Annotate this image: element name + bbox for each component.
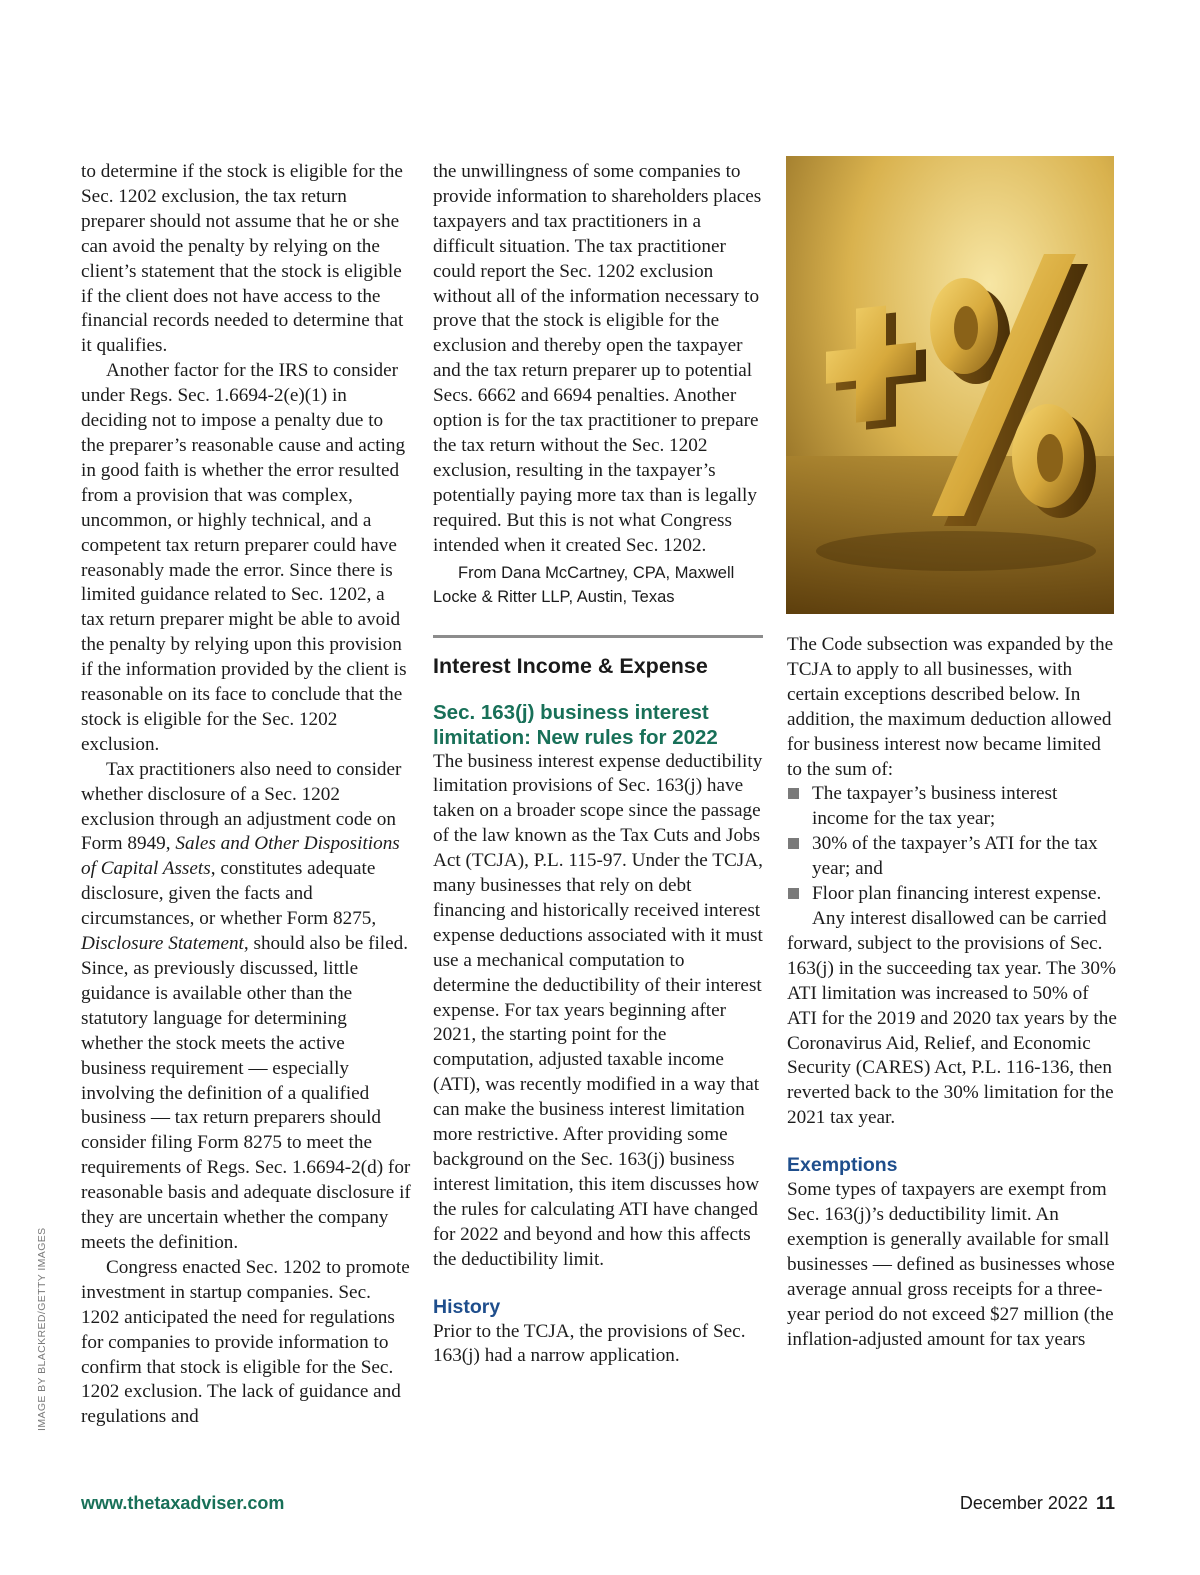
limitation-list xyxy=(787,782,1117,907)
column-3 xyxy=(787,633,1117,1352)
col3-paragraph-2: Any interest disallowed can be carried forward, subject to the provisions of Sec. 163(j) in the succeeding tax year. The 30% ATI limitation was increased to 50% of ATI for the 2019 and 2020 tax years by the Coronavirus Aid, Relief, and Economic Security (CARES) Act, P.L. 116-136, then reverted back to the 30% limitation for the 2021 tax year. xyxy=(787,907,1117,1129)
col1-paragraph-2: Another factor for the IRS to consider under Regs. Sec. 1.6694-2(e)(1) in deciding not to impose a penalty due to the preparer’s reasonable cause and acting in good faith is whether the error resulted from a provision that was complex, uncommon, or highly technical, and a competent tax return preparer could have reasonably made the error. Since there is limited guidance related to Sec. 1202, a tax return preparer might be able to avoid the penalty by relying upon this provision if the information provided by the client is reasonable on its face to conclude that the stock is eligible for the Sec. 1202 exclusion. xyxy=(81,360,407,755)
col1-p3-text-e: , should also be filed. Since, as previously discussed, little guidance is available other than the statutory language for determining whether the stock meets the active business requirement — especially involving the definition of a qualified business — tax return preparers should consider filing Form 8275 to meet the requirements of Regs. Sec. 1.6694-2(d) for reasonable basis and adequate disclosure if they are uncertain whether the company meets the definition. xyxy=(81,933,411,1253)
col1-paragraph-1: to determine if the stock is eligible for the Sec. 1202 exclusion, the tax return preparer should not assume that he or she can avoid the penalty by relying on the client’s statement that the stock is eligible if the client does not have access to the financial records needed to determine that it qualifies. xyxy=(81,161,404,357)
section-divider xyxy=(433,635,763,638)
plus-percent-photo xyxy=(786,156,1114,614)
col1-paragraph-4: Congress enacted Sec. 1202 to promote investment in startup companies. Sec. 1202 anticipated the need for regulations for companies to provide information to confirm that stock is eligible for the Sec. 1202 exclusion. The lack of guidance and regulations and xyxy=(81,1256,410,1428)
col1-p3-text-c: , constitutes adequate disclosure, given the facts and circumstances, or whether Form 8275, xyxy=(81,858,377,930)
col2-paragraph-1: the unwillingness of some companies to provide information to shareholders places taxpayers and tax practitioners in a difficult situation. The tax practitioner could report the Sec. 1202 exclusion without all of the information necessary to prove that the stock is eligible for the exclusion and thereby open the taxpayer and the tax return preparer up to potential Secs. 6662 and 6694 penalties. Another option is for the tax practitioner to prepare the tax return without the Sec. 1202 exclusion, resulting in the taxpayer’s potentially paying more tax than is legally required. But this is not what Congress intended when it created Sec. 1202. xyxy=(433,161,762,556)
issue-date: December 2022 xyxy=(959,1493,1088,1513)
list-item: The taxpayer’s business interest income for the tax year; xyxy=(787,782,1117,832)
col1-p3-text-a: Tax practitioners also need to consider whether disclosure of a Sec. 1202 exclusion through an adjustment code on Form 8949, xyxy=(81,758,402,855)
col2-paragraph-2: The business interest expense deductibility limitation provisions of Sec. 163(j) have taken on a broader scope since the passage of the law known as the Tax Cuts and Jobs Act (TCJA), P.L. 115-97. Under the TCJA, many businesses that rely on debt financing and historically received interest expense deductions associated with it must use a mechanical computation to determine the deductibility of their interest expense. For tax years beginning after 2021, the starting point for the computation, adjusted taxable income (ATI), was recently modified in a way that can make the business interest limitation more restrictive. After providing some background on the Sec. 163(j) business interest limitation, this item discusses how the rules for calculating ATI have changed for 2022 and beyond and how this affects the deductibility limit. xyxy=(433,750,763,1270)
footer-folio xyxy=(960,1493,1115,1514)
footer-website-link[interactable]: www.thetaxadviser.com xyxy=(81,1493,285,1513)
list-item: Floor plan financing interest expense. xyxy=(787,882,1117,907)
page-number: 11 xyxy=(1095,1493,1115,1513)
form-8275-title: Disclosure Statement xyxy=(81,933,244,955)
col2-paragraph-3: Prior to the TCJA, the provisions of Sec. 163(j) had a narrow application. xyxy=(433,1320,746,1367)
form-8949-title: Sales and Other Dispositions of Capital Assets xyxy=(81,833,400,880)
col3-paragraph-1: The Code subsection was expanded by the TCJA to apply to all businesses, with certain exceptions described below. In addition, the maximum deduction allowed for business interest now became limited to the sum of: xyxy=(787,634,1114,780)
history-heading: History xyxy=(433,1295,501,1318)
section-heading: Interest Income & Expense xyxy=(433,653,708,678)
exemptions-heading: Exemptions xyxy=(787,1154,898,1177)
square-bullet-icon xyxy=(788,788,799,799)
article-subheading: Sec. 163(j) business interest limitation: New rules for 2022 xyxy=(433,700,718,749)
square-bullet-icon xyxy=(788,888,799,899)
author-attribution: From Dana McCartney, CPA, Maxwell Locke & Ritter LLP, Austin, Texas xyxy=(433,563,735,606)
column-1 xyxy=(81,160,411,1430)
col3-paragraph-3: Some types of taxpayers are exempt from Sec. 163(j)’s deductibility limit. An exemption is generally available for small businesses — defined as businesses whose average annual gross receipts for a three-year period do not exceed $27 million (the inflation-adjusted amount for tax years xyxy=(787,1179,1115,1350)
col1-paragraph-3 xyxy=(81,758,411,1256)
plus-percent-illustration xyxy=(786,156,1114,614)
square-bullet-icon xyxy=(788,838,799,849)
column-2 xyxy=(433,160,763,1369)
list-item: 30% of the taxpayer’s ATI for the tax year; and xyxy=(787,832,1117,882)
image-credit: IMAGE BY BLACKRED/GETTY IMAGES xyxy=(36,1227,48,1431)
